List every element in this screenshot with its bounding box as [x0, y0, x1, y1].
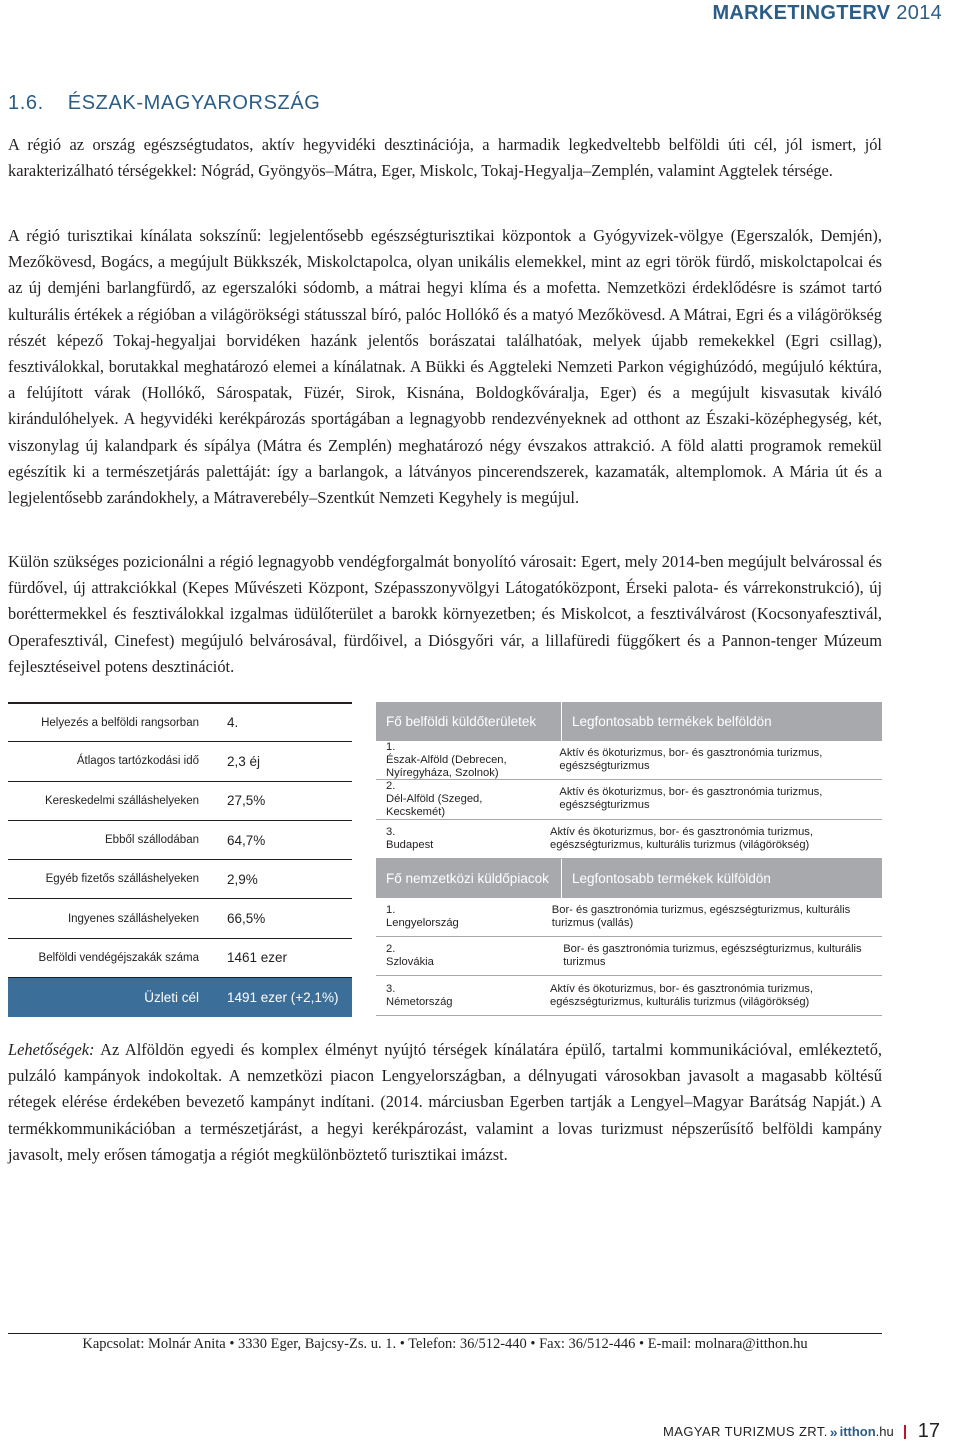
stats-value: 1461 ezer [227, 950, 288, 966]
market-name: Budapest [386, 838, 434, 851]
stats-label: Ingyenes szálláshelyeken [67, 912, 199, 925]
stats-label: Belföldi vendégéjszakák száma [38, 951, 199, 964]
market-products: Aktív és ökoturizmus, bor- és gasztronómia turizmus, egészségturizmus [559, 747, 823, 773]
stats-row [8, 859, 352, 898]
stats-label: Üzleti cél [144, 990, 199, 1006]
footer-org: MAGYAR TURIZMUS ZRT. [663, 1424, 828, 1439]
footer-site-tld: .hu [875, 1424, 894, 1439]
stats-row [8, 938, 352, 977]
row-number: 1. [386, 740, 396, 753]
domestic-area-header: Fő belföldi küldőterületek [376, 702, 562, 741]
market-products: Bor- és gasztronómia turizmus, egészségturizmus, kulturális turizmus (vallás) [551, 904, 851, 930]
stats-table [8, 702, 352, 1017]
stats-value: 2,9% [227, 871, 258, 887]
international-row [376, 937, 882, 976]
stats-value: 4. [227, 715, 239, 731]
contact-divider [8, 1333, 882, 1334]
footer-separator: » [829, 1423, 838, 1440]
stats-label: Kereskedelmi szálláshelyeken [44, 794, 199, 807]
footer-site-name: itthon [839, 1424, 876, 1439]
stats-label: Helyezés a belföldi rangsorban [41, 716, 199, 729]
footer-site-link[interactable] [840, 1424, 894, 1439]
stats-row [8, 820, 352, 859]
domestic-row [376, 820, 882, 859]
market-name: Szlovákia [386, 956, 434, 969]
footer-bar [904, 1425, 906, 1439]
domestic-products-header: Legfontosabb termékek belföldön [572, 714, 772, 729]
stats-label: Egyéb fizetős szálláshelyeken [45, 873, 199, 886]
stats-row [8, 741, 352, 780]
market-name: Észak-Alföld (Debrecen, Nyíregyháza, Szolnok) [386, 753, 507, 779]
stats-label: Átlagos tartózkodási idő [76, 755, 199, 768]
offer-paragraph: A régió turisztikai kínálata sokszínű: legjelentősebb egészségturisztikai központok a Gyógyvizek-völgye (Egerszalók, Demjén), Mezőkövesd, Bogács, a megújult Bükkszék, Miskolctapolca, olyan unikális elemekkel, mint az egri török fürdő, miskolctapolcai és az új demjéni barlangfürdő, az egerszalóki sódomb, a mátrai hegyi klíma és a mofetta. Nemzetközi érdeklődésre is számot tartó kulturális értékek a régióban a világörökségi státusszal bíró, palóc Hollókő és a matyó Mezőkövesd. A Mátrai, Egri és a világörökség részét képező Tokaj-hegyaljai borvidéken hazánk jelentős borászatai találhatóak, melyek újabb remekekkel (Egri csillag), fesztiválokkal, borutakkal meghatározó elemei a kínálatnak. A Bükki és Aggteleki Nemzeti Parkon végighúzódó, megújuló kéktúra, a felújított várak (Hollókő, Sárospatak, Füzér, Sirok, Kisnána, Boldogkőváralja, Eger) és a megújult kisvasutak kiváló kirándulóhelyek. A hegyvidéki kerékpározás sportágában a legnagyobb rendezvényeknek ad otthont az Északi-középhegység, két, viszonylag új kalandpark és sípálya (Mátra és Zemplén) meghatározó négy évszakos attrakció. A föld alatti programok remekül egészítik ki a természetjárás palettáját: így a barlangok, a látványos pincerendszerek, kazamaták, altemplomok. A Mária út és a legjelentősebb zarándokhely, a Mátraverebély–Szentkút Nemzeti Kegyhely is megújul. [8, 226, 882, 508]
international-area-header: Fő nemzetközi küldőpiacok [376, 859, 562, 898]
market-products: Bor- és gasztronómia turizmus, egészségturizmus, kulturális turizmus [563, 943, 862, 969]
row-number: 2. [386, 779, 396, 792]
stats-value: 64,7% [227, 832, 266, 848]
row-number: 3. [386, 982, 396, 995]
market-name: Dél-Alföld (Szeged, Kecskemét) [386, 792, 483, 818]
row-number: 2. [386, 943, 396, 956]
market-products: Aktív és ökoturizmus, bor- és gasztronómia turizmus, egészségturizmus, kulturális turizmus (világörökség) [550, 982, 813, 1008]
domestic-header [376, 702, 882, 741]
section-number: 1.6. [8, 92, 44, 114]
stats-value: 27,5% [227, 793, 266, 809]
brand-name: MARKETINGTERV [712, 2, 891, 24]
header-brand [712, 2, 942, 25]
international-products-header: Legfontosabb termékek külföldön [572, 870, 771, 886]
international-header [376, 859, 882, 898]
stats-value: 1491 ezer (+2,1%) [227, 990, 339, 1006]
opportunities-text: Az Alföldön egyedi és komplex élményt nyújtó térségek kínálatára épülő, tartalmi kommunikációval, emlékeztető, pulzáló kampányok indokoltak. A nemzetközi piacon Lengyelországban, a délnyugati városokban javasolt a magasabb költésű rétegek elérése érdekében bevezető kampányt indítani. (2014. márciusban Egerben tartják a Lengyel–Magyar Barátság Napját.) A termékkommunikációban a természetjárást, a hegyi kerékpározást, valamint a lovas turizmust népszerűsítő belföldi kampány javasolt, mely erősen támogatja a régiót megkülönböztető turisztikai imázst. [8, 1040, 882, 1164]
contact-line: Kapcsolat: Molnár Anita • 3330 Eger, Bajcsy-Zs. u. 1. • Telefon: 36/512-440 • Fax: 36/512-446 • E-mail: molnara@itthon.hu [82, 1336, 808, 1352]
intro-paragraph: A régió az ország egészségtudatos, aktív hegyvidéki desztinációja, a harmadik legkedveltebb belföldi úti cél, jól ismert, jól karakterizálható térségekkel: Nógrád, Gyöngyös–Mátra, Eger, Miskolc, Tokaj-Hegyalja–Zemplén, valamint Aggtelek térsége. [8, 135, 882, 181]
page-number: 17 [917, 1420, 940, 1442]
market-name: Németország [386, 995, 453, 1008]
international-row [376, 898, 882, 937]
section-title [8, 92, 320, 115]
market-name: Lengyelország [386, 917, 459, 930]
stats-row [8, 702, 352, 741]
opportunities-paragraph [8, 1037, 882, 1168]
market-products: Aktív és ökoturizmus, bor- és gasztronómia turizmus, egészségturizmus [559, 786, 823, 812]
row-number: 1. [386, 904, 396, 917]
international-row [376, 976, 882, 1015]
row-number: 3. [386, 825, 396, 838]
stats-value: 66,5% [227, 911, 266, 927]
cities-paragraph: Külön szükséges pozicionálni a régió legnagyobb vendégforgalmát bonyolító városait: Egert, mely 2014-ben megújult belvárossal és fürdővel, új attrakciókkal (Kepes Művészeti Központ, Szépasszonyvölgyi Látogatóközpont, Érseki palota- és várrekonstrukció), új boréttermekkel és fesztiválokkal izgalmas üdülőterület a barokk környezetben; és Miskolcot, a fesztiválvárost (Kocsonyafesztivál, Operafesztivál, Cinefest) megújuló belvárosával, fürdőivel, a Diósgyőri vár, a lillafüredi függőkert és a Pannon-tenger Múzeum fejlesztéseivel potens desztinációt. [8, 552, 882, 676]
brand-year: 2014 [896, 2, 942, 24]
stats-row [8, 781, 352, 820]
market-products: Aktív és ökoturizmus, bor- és gasztronómia turizmus, egészségturizmus, kulturális turizmus (világörökség) [550, 825, 813, 851]
section-heading: ÉSZAK-MAGYARORSZÁG [67, 92, 321, 114]
stats-value: 2,3 éj [227, 753, 261, 769]
stats-row-highlight [8, 977, 352, 1017]
domestic-row [376, 741, 882, 780]
opportunities-lead: Lehetőségek: [8, 1040, 95, 1059]
domestic-row [376, 780, 882, 819]
page-footer [663, 1420, 940, 1443]
stats-label: Ebből szállodában [105, 834, 199, 847]
markets-table [376, 702, 882, 1016]
stats-row [8, 898, 352, 937]
